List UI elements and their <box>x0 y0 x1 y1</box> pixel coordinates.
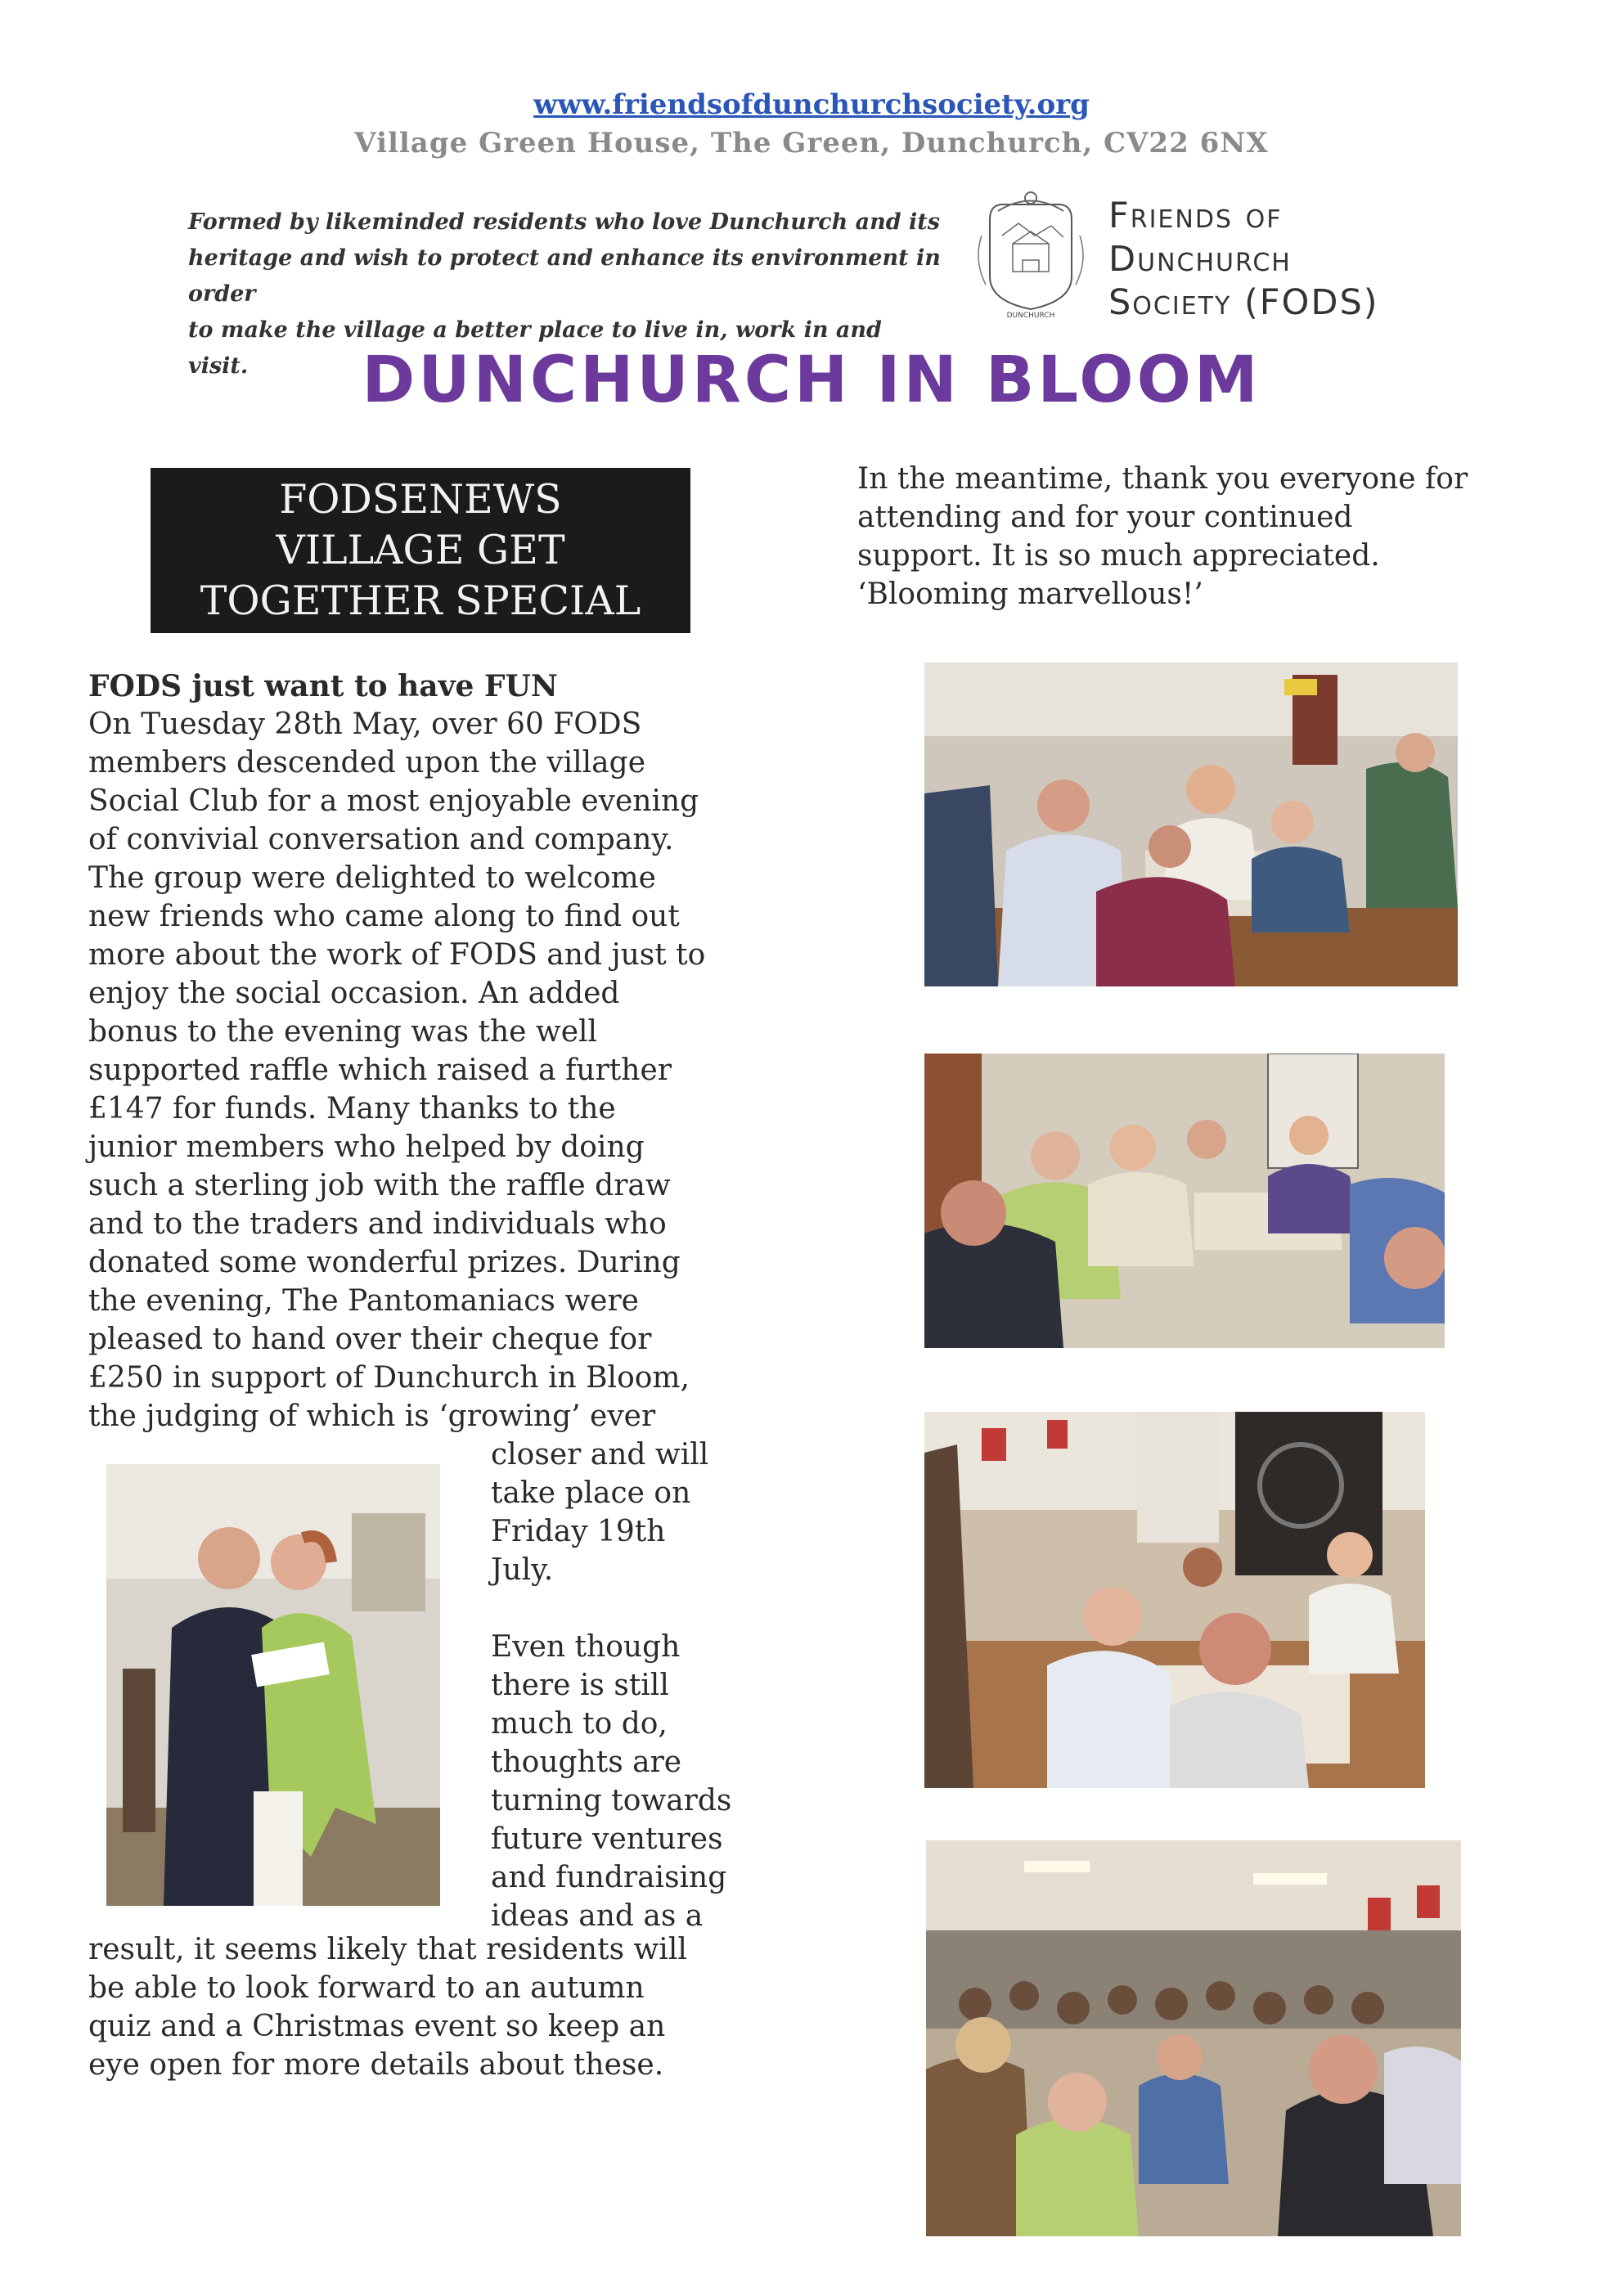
text-line: members descended upon the village <box>88 746 645 780</box>
article-paragraph-main <box>88 705 705 1436</box>
event-photo-1 <box>924 663 1458 986</box>
event-photo-1-image <box>924 663 1458 986</box>
newsletter-banner <box>151 468 690 633</box>
text-line: ‘Blooming marvellous!’ <box>857 577 1203 611</box>
text-line: bonus to the evening was the well <box>88 1015 598 1049</box>
text-line: attending and for your continued <box>857 501 1353 534</box>
article-paragraph-bottom <box>88 1930 687 2084</box>
text-line: junior members who helped by doing <box>88 1130 645 1164</box>
event-photo-2 <box>924 1054 1445 1348</box>
article-paragraph-right <box>857 460 1468 613</box>
text-line: there is still <box>491 1669 669 1702</box>
text-line: take place on <box>491 1476 691 1510</box>
society-name-line: Society (FODS) <box>1108 282 1379 323</box>
text-line: quiz and a Christmas event so keep an <box>88 2010 666 2043</box>
text-line: ideas and as a <box>491 1899 704 1933</box>
text-line: more about the work of FODS and just to <box>88 938 706 972</box>
text-line: Even though <box>491 1630 681 1664</box>
text-line: thoughts are <box>491 1746 682 1779</box>
mission-line: Formed by likeminded residents who love Dunchurch and its <box>188 209 940 235</box>
event-photo-3-image <box>924 1412 1425 1788</box>
text-line: future ventures <box>491 1822 723 1856</box>
crest-icon <box>973 186 1088 321</box>
text-line: of convivial conversation and company. <box>88 823 674 856</box>
text-line: £250 in support of Dunchurch in Bloom, <box>88 1361 690 1395</box>
text-line: support. It is so much appreciated. <box>857 539 1380 573</box>
event-photo-4-image <box>926 1840 1461 2236</box>
text-line: pleased to hand over their cheque for <box>88 1323 652 1356</box>
mission-line: to make the village a better place to live in, work in and visit. <box>188 317 882 379</box>
text-line: the judging of which is ‘growing’ ever <box>88 1400 656 1433</box>
text-line: enjoy the social occasion. An added <box>88 977 620 1010</box>
society-address: Village Green House, The Green, Dunchurch, CV22 6NX <box>354 127 1269 160</box>
crest-caption: DUNCHURCH <box>1006 312 1055 320</box>
text-line: Social Club for a most enjoyable evening <box>88 784 699 818</box>
society-name-line: Friends of <box>1108 195 1283 236</box>
text-line: July. <box>491 1553 554 1587</box>
society-name-line: Dunchurch <box>1108 239 1292 280</box>
banner-line: VILLAGE GET <box>276 527 565 573</box>
event-photo-4 <box>926 1840 1461 2236</box>
text-line: and to the traders and individuals who <box>88 1207 667 1241</box>
text-line: such a sterling job with the raffle draw <box>88 1169 671 1202</box>
page-title: DUNCHURCH IN BLOOM <box>362 344 1261 417</box>
event-photo-2-image <box>924 1054 1445 1348</box>
text-line: new friends who came along to find out <box>88 900 680 933</box>
text-line: much to do, <box>491 1707 668 1741</box>
text-line: On Tuesday 28th May, over 60 FODS <box>88 708 642 741</box>
article-heading: FODS just want to have FUN <box>88 669 558 703</box>
text-line: donated some wonderful prizes. During <box>88 1246 681 1279</box>
banner-line: FODSENEWS <box>279 476 562 523</box>
text-line: eye open for more details about these. <box>88 2048 664 2082</box>
text-line: turning towards <box>491 1784 732 1817</box>
text-line: and fundraising <box>491 1861 727 1894</box>
text-line: £147 for funds. Many thanks to the <box>88 1092 616 1126</box>
text-line: result, it seems likely that residents will <box>88 1933 687 1966</box>
text-line: be able to look forward to an autumn <box>88 1971 645 2005</box>
banner-line: TOGETHER SPECIAL <box>200 577 641 624</box>
society-crest-logo <box>973 186 1088 321</box>
text-line: supported raffle which raised a further <box>88 1054 672 1087</box>
cheque-photo-image <box>106 1464 440 1906</box>
text-line: the evening, The Pantomaniacs were <box>88 1284 639 1318</box>
text-line: In the meantime, thank you everyone for <box>857 462 1468 496</box>
text-line <box>491 1589 731 1628</box>
website-url-link[interactable]: www.friendsofdunchurchsociety.org <box>533 88 1090 121</box>
society-name <box>1108 195 1485 325</box>
text-line: Friday 19th <box>491 1515 666 1548</box>
article-paragraph-wrap <box>491 1436 731 1935</box>
text-line: closer and will <box>491 1438 709 1472</box>
mission-line: heritage and wish to protect and enhance its environment in order <box>188 245 941 307</box>
cheque-presentation-photo <box>106 1464 440 1906</box>
text-line: The group were delighted to welcome <box>88 861 656 895</box>
event-photo-3 <box>924 1412 1425 1788</box>
